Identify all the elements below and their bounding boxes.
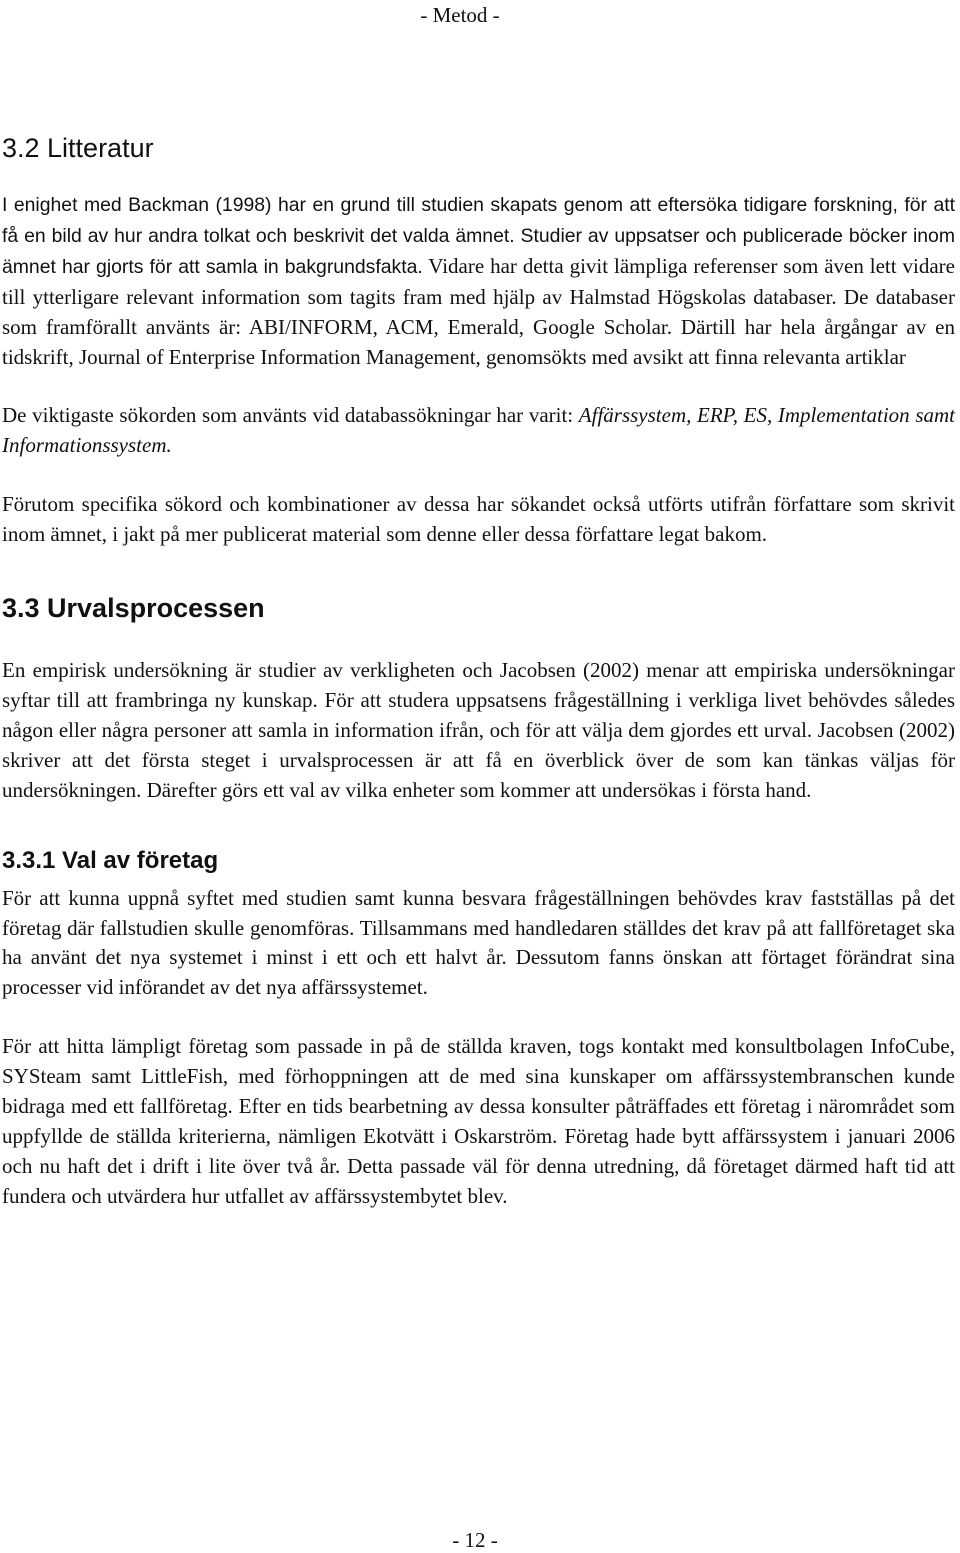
page-number: - 12 -: [452, 1528, 498, 1552]
paragraph-litteratur-1-rest: Vidare har detta givit lämpliga referenser som även lett vidare till ytterligare relevant information som tagits fram med hjälp av Halmstad Högskolas databaser. De databaser som framförallt använts är: ABI/INFORM, ACM, Emerald, Google Scholar. Därtill har hela årgångar av en tidskrift, Journal of Enterprise Information Management, genomsökts med avsikt att finna relevanta artiklar: [2, 253, 955, 369]
subsection-heading-val-av-foretag: [2, 844, 955, 878]
paragraph-litteratur-3: Förutom specifika sökord och kombinationer av dessa har sökandet också utförts utifrån författare som skrivit inom ämnet, i jakt på mer publicerat material som denne eller dessa författare legat bakom.: [2, 492, 955, 547]
search-terms-italic: Affärssystem, ERP, ES, Implementation samt Informationssystem.: [2, 403, 955, 458]
paragraph-urvalsprocessen-1: En empirisk undersökning är studier av verkligheten och Jacobsen (2002) menar att empiriska undersökningar syftar till att frambringa ny kunskap. För att studera uppsatsens frågeställning i verkliga livet behövdes således någon eller några personer att samla in information ifrån, och för att välja dem gjordes ett urval. Jacobsen (2002) skriver att det första steget i urvalsprocessen är att få en överblick över de som kan tänkas väljas för undersökningen. Därefter görs ett val av vilka enheter som kommer att undersökas i första hand.: [2, 658, 955, 802]
section-heading-urvalsprocessen: 3.3 Urvalsprocessen: [2, 593, 265, 624]
paragraph-val-av-foretag-2: För att hitta lämpligt företag som passade in på de ställda kraven, togs kontakt med konsultbolagen InfoCube, SYSteam samt LittleFish, med förhoppningen att de med sina kunskaper om affärssystembranschen kunde bidraga med ett fallföretag. Efter en tids bearbetning av dessa konsulter påträffades ett företag i närområdet som uppfyllde de ställda kriterierna, nämligen Ekotvätt i Oskarström. Företag hade bytt affärssystem i januari 2006 och nu haft det i drift i lite över två år. Detta passade väl för denna utredning, då företaget därmed haft tid att fundera och utvärdera hur utfallet av affärssystembytet blev.: [2, 1034, 955, 1208]
paragraph-val-av-foretag-1: För att kunna uppnå syftet med studien samt kunna besvara frågeställningen behövdes krav fastställas på det företag där fallstudien skulle genomföras. Tillsammans med handledaren ställdes det krav på att fallföretaget ska ha använt det nya systemet i minst i ett och ett halvt år. Dessutom fanns önskan att förtaget förändrat sina processer vid införandet av det nya affärssystemet.: [2, 885, 955, 1000]
paragraph-litteratur-1-lead: I enighet med Backman (1998) har en grund till studien skapats genom att eftersöka tidigare forskning, för att få en bild av hur andra tolkat och beskrivit det valda ämnet. Studier av uppsatser och publicerade böcker inom ämnet har gjorts för att samla in bakgrundsfakta.: [2, 194, 955, 278]
section-heading-litteratur: 3.2 Litteratur: [2, 133, 154, 163]
paragraph-litteratur-2: [2, 401, 955, 461]
subsection-heading-number: 3.3.1: [2, 846, 56, 874]
subsection-heading-title: Val av företag: [55, 846, 219, 874]
page-content: [2, 128, 955, 1212]
running-header: - Metod -: [420, 3, 500, 27]
paragraph-litteratur-1: [2, 190, 955, 372]
paragraph-litteratur-2-text: De viktigaste sökorden som använts vid databassökningar har varit:: [2, 403, 579, 428]
